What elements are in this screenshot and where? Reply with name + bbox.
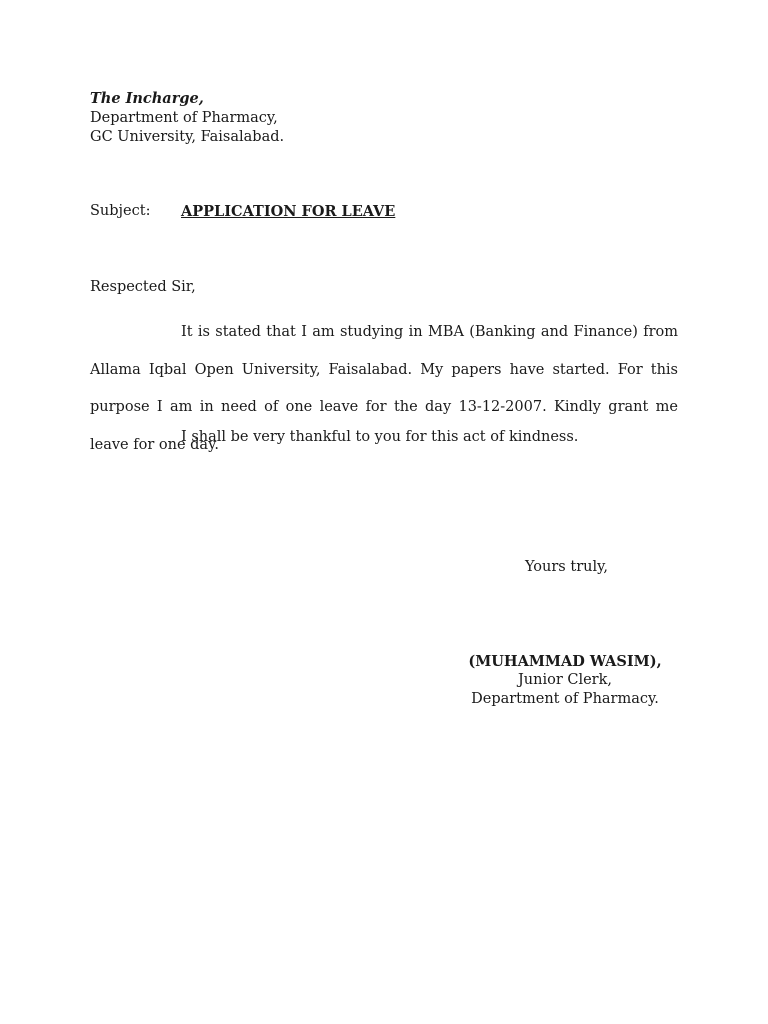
salutation: Respected Sir, [90,279,196,295]
recipient-title: The Incharge, [90,90,204,107]
closing: Yours truly, [525,559,608,575]
subject-label: Subject: [90,203,151,219]
body-paragraph-1: It is stated that I am studying in MBA (Banking and Finance) from Allama Iqbal Open University, Faisalabad. My papers have started. For this purpose I am in need of one leave for the day 13-12-2007. Kindly grant me leave for one day. [90,324,678,453]
body-paragraph-2: I shall be very thankful to you for this act of kindness. [181,429,579,445]
signature-department: Department of Pharmacy. [471,691,659,707]
signature-block [440,652,690,709]
subject-text: APPLICATION FOR LEAVE [181,203,396,220]
signature-designation: Junior Clerk, [517,672,613,688]
recipient-department: Department of Pharmacy, [90,110,278,126]
signature-name: (MUHAMMAD WASIM), [468,653,662,670]
recipient-institution: GC University, Faisalabad. [90,129,285,145]
